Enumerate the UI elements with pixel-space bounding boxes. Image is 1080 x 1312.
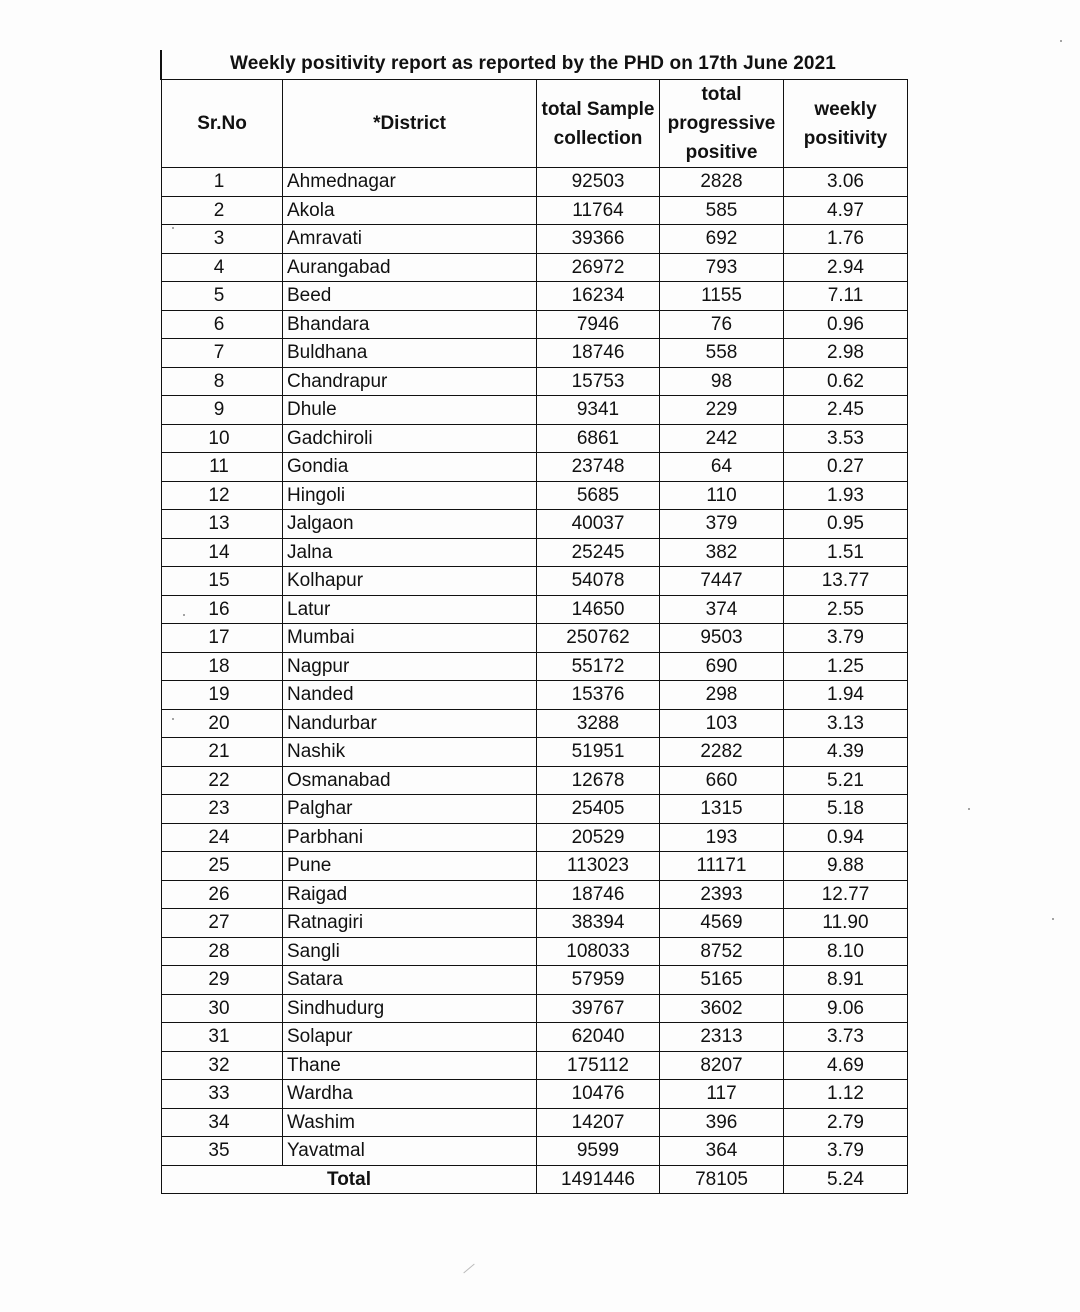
cell-weekly-positivity: 5.21 <box>784 766 908 795</box>
cell-weekly-positivity: 9.06 <box>784 994 908 1023</box>
cell-sr-no: 26 <box>162 880 283 909</box>
cell-weekly-positivity: 8.10 <box>784 937 908 966</box>
cell-total-positive: 2313 <box>660 1023 784 1052</box>
cell-total-samples: 26972 <box>537 253 660 282</box>
cell-total-positive: 76 <box>660 310 784 339</box>
cell-total-samples: 10476 <box>537 1080 660 1109</box>
cell-sr-no: 12 <box>162 481 283 510</box>
table-row <box>162 823 908 852</box>
cell-total-positive: 1155 <box>660 282 784 311</box>
table-row <box>162 367 908 396</box>
header-total-sample-collection <box>537 80 660 168</box>
cell-weekly-positivity: 2.45 <box>784 396 908 425</box>
total-weekly: 5.24 <box>784 1165 908 1193</box>
cell-weekly-positivity: 3.79 <box>784 1137 908 1166</box>
scan-speck <box>183 614 185 616</box>
cell-total-positive: 382 <box>660 538 784 567</box>
table-row <box>162 909 908 938</box>
cell-total-positive: 374 <box>660 595 784 624</box>
cell-district: Jalgaon <box>283 510 537 539</box>
cell-district: Latur <box>283 595 537 624</box>
cell-district: Parbhani <box>283 823 537 852</box>
cell-weekly-positivity: 2.79 <box>784 1108 908 1137</box>
cell-district: Nagpur <box>283 652 537 681</box>
cell-total-positive: 298 <box>660 681 784 710</box>
table-row <box>162 994 908 1023</box>
cell-total-samples: 25245 <box>537 538 660 567</box>
cell-total-positive: 364 <box>660 1137 784 1166</box>
cell-sr-no: 11 <box>162 453 283 482</box>
cell-sr-no: 33 <box>162 1080 283 1109</box>
cell-district: Sangli <box>283 937 537 966</box>
cell-district: Thane <box>283 1051 537 1080</box>
cell-total-positive: 98 <box>660 367 784 396</box>
cell-total-positive: 2282 <box>660 738 784 767</box>
header-weekly-line1: weekly <box>814 98 877 120</box>
cell-total-positive: 4569 <box>660 909 784 938</box>
cell-total-samples: 18746 <box>537 880 660 909</box>
cell-district: Wardha <box>283 1080 537 1109</box>
table-row <box>162 795 908 824</box>
table-row <box>162 168 908 197</box>
cell-district: Amravati <box>283 225 537 254</box>
cell-total-samples: 9341 <box>537 396 660 425</box>
cell-weekly-positivity: 1.94 <box>784 681 908 710</box>
cell-weekly-positivity: 3.53 <box>784 424 908 453</box>
table-row <box>162 937 908 966</box>
cell-district: Nanded <box>283 681 537 710</box>
cell-district: Bhandara <box>283 310 537 339</box>
scan-speck <box>172 227 174 229</box>
table-row <box>162 196 908 225</box>
cell-weekly-positivity: 9.88 <box>784 852 908 881</box>
cell-district: Aurangabad <box>283 253 537 282</box>
cell-sr-no: 22 <box>162 766 283 795</box>
header-samples-line2: collection <box>553 127 643 149</box>
cell-weekly-positivity: 2.94 <box>784 253 908 282</box>
cell-sr-no: 3 <box>162 225 283 254</box>
cell-total-positive: 585 <box>660 196 784 225</box>
cell-sr-no: 2 <box>162 196 283 225</box>
table-row <box>162 852 908 881</box>
cell-weekly-positivity: 3.06 <box>784 168 908 197</box>
table-row <box>162 424 908 453</box>
cell-total-positive: 1315 <box>660 795 784 824</box>
cell-sr-no: 28 <box>162 937 283 966</box>
table-row <box>162 510 908 539</box>
cell-district: Kolhapur <box>283 567 537 596</box>
cell-weekly-positivity: 13.77 <box>784 567 908 596</box>
cell-total-positive: 193 <box>660 823 784 852</box>
table-row <box>162 481 908 510</box>
cell-total-samples: 15753 <box>537 367 660 396</box>
cell-sr-no: 18 <box>162 652 283 681</box>
cell-sr-no: 30 <box>162 994 283 1023</box>
cell-district: Ahmednagar <box>283 168 537 197</box>
cell-total-samples: 15376 <box>537 681 660 710</box>
cell-total-positive: 11171 <box>660 852 784 881</box>
cell-total-samples: 40037 <box>537 510 660 539</box>
cell-weekly-positivity: 4.69 <box>784 1051 908 1080</box>
cell-district: Solapur <box>283 1023 537 1052</box>
cell-sr-no: 17 <box>162 624 283 653</box>
cell-total-positive: 103 <box>660 709 784 738</box>
cell-total-samples: 3288 <box>537 709 660 738</box>
table-row <box>162 1080 908 1109</box>
cell-sr-no: 13 <box>162 510 283 539</box>
cell-total-samples: 54078 <box>537 567 660 596</box>
cell-district: Ratnagiri <box>283 909 537 938</box>
table-row <box>162 1108 908 1137</box>
cell-district: Buldhana <box>283 339 537 368</box>
cell-sr-no: 21 <box>162 738 283 767</box>
total-label: Total <box>162 1165 537 1193</box>
cell-sr-no: 29 <box>162 966 283 995</box>
cell-sr-no: 25 <box>162 852 283 881</box>
table-row <box>162 681 908 710</box>
cell-weekly-positivity: 7.11 <box>784 282 908 311</box>
cell-district: Beed <box>283 282 537 311</box>
table-row <box>162 738 908 767</box>
scan-speck <box>1060 40 1062 42</box>
cell-sr-no: 7 <box>162 339 283 368</box>
cell-total-samples: 14207 <box>537 1108 660 1137</box>
cell-sr-no: 10 <box>162 424 283 453</box>
header-weekly-positivity <box>784 80 908 168</box>
cell-total-samples: 14650 <box>537 595 660 624</box>
cell-weekly-positivity: 4.39 <box>784 738 908 767</box>
cell-sr-no: 20 <box>162 709 283 738</box>
cell-district: Gadchiroli <box>283 424 537 453</box>
cell-sr-no: 19 <box>162 681 283 710</box>
header-district: *District <box>283 80 537 168</box>
cell-total-positive: 2828 <box>660 168 784 197</box>
cell-total-samples: 12678 <box>537 766 660 795</box>
cell-total-positive: 8752 <box>660 937 784 966</box>
cell-sr-no: 24 <box>162 823 283 852</box>
cell-sr-no: 8 <box>162 367 283 396</box>
total-row <box>162 1165 908 1193</box>
table-row <box>162 310 908 339</box>
cell-weekly-positivity: 11.90 <box>784 909 908 938</box>
cell-total-positive: 229 <box>660 396 784 425</box>
table-row <box>162 282 908 311</box>
table-row <box>162 766 908 795</box>
cell-sr-no: 4 <box>162 253 283 282</box>
cell-total-samples: 39767 <box>537 994 660 1023</box>
cell-sr-no: 27 <box>162 909 283 938</box>
cell-weekly-positivity: 1.93 <box>784 481 908 510</box>
cell-district: Chandrapur <box>283 367 537 396</box>
header-row <box>162 80 908 168</box>
cell-sr-no: 5 <box>162 282 283 311</box>
table-body <box>162 168 908 1166</box>
table-row <box>162 595 908 624</box>
cell-total-samples: 6861 <box>537 424 660 453</box>
cell-total-samples: 38394 <box>537 909 660 938</box>
cell-total-positive: 558 <box>660 339 784 368</box>
cell-district: Osmanabad <box>283 766 537 795</box>
header-samples-line1: total Sample <box>541 98 655 120</box>
report-title: Weekly positivity report as reported by the PHD on 17th June 2021 <box>230 53 836 74</box>
cell-total-positive: 793 <box>660 253 784 282</box>
header-positive-line1: total <box>701 84 742 105</box>
cell-total-positive: 64 <box>660 453 784 482</box>
cell-sr-no: 35 <box>162 1137 283 1166</box>
cell-total-samples: 108033 <box>537 937 660 966</box>
cell-total-samples: 51951 <box>537 738 660 767</box>
cell-total-samples: 57959 <box>537 966 660 995</box>
cell-weekly-positivity: 2.55 <box>784 595 908 624</box>
cell-total-positive: 9503 <box>660 624 784 653</box>
table-row <box>162 1023 908 1052</box>
cell-weekly-positivity: 1.25 <box>784 652 908 681</box>
cell-total-positive: 5165 <box>660 966 784 995</box>
cell-total-samples: 11764 <box>537 196 660 225</box>
cell-weekly-positivity: 0.62 <box>784 367 908 396</box>
cell-total-samples: 23748 <box>537 453 660 482</box>
table-row <box>162 339 908 368</box>
cell-weekly-positivity: 3.73 <box>784 1023 908 1052</box>
cell-total-samples: 175112 <box>537 1051 660 1080</box>
cell-weekly-positivity: 1.76 <box>784 225 908 254</box>
table-row <box>162 253 908 282</box>
cell-sr-no: 9 <box>162 396 283 425</box>
table-footer <box>162 1165 908 1193</box>
cell-total-positive: 692 <box>660 225 784 254</box>
cell-weekly-positivity: 5.18 <box>784 795 908 824</box>
cell-sr-no: 14 <box>162 538 283 567</box>
table-row <box>162 453 908 482</box>
cell-total-positive: 7447 <box>660 567 784 596</box>
table-row <box>162 567 908 596</box>
cell-total-positive: 379 <box>660 510 784 539</box>
cell-total-samples: 9599 <box>537 1137 660 1166</box>
cell-district: Hingoli <box>283 481 537 510</box>
scan-speck <box>1052 918 1054 920</box>
table-row <box>162 538 908 567</box>
table-row <box>162 225 908 254</box>
table-row <box>162 1137 908 1166</box>
cell-weekly-positivity: 3.79 <box>784 624 908 653</box>
cell-total-positive: 2393 <box>660 880 784 909</box>
cell-weekly-positivity: 1.51 <box>784 538 908 567</box>
cell-weekly-positivity: 0.96 <box>784 310 908 339</box>
cell-district: Nashik <box>283 738 537 767</box>
cell-weekly-positivity: 4.97 <box>784 196 908 225</box>
cell-weekly-positivity: 2.98 <box>784 339 908 368</box>
cell-district: Dhule <box>283 396 537 425</box>
table-row <box>162 396 908 425</box>
table-row <box>162 880 908 909</box>
cell-district: Pune <box>283 852 537 881</box>
cell-sr-no: 23 <box>162 795 283 824</box>
cell-total-samples: 55172 <box>537 652 660 681</box>
cell-district: Yavatmal <box>283 1137 537 1166</box>
cell-sr-no: 15 <box>162 567 283 596</box>
cell-total-positive: 8207 <box>660 1051 784 1080</box>
cell-weekly-positivity: 3.13 <box>784 709 908 738</box>
table-row <box>162 652 908 681</box>
cell-total-positive: 3602 <box>660 994 784 1023</box>
cell-total-samples: 7946 <box>537 310 660 339</box>
cell-weekly-positivity: 8.91 <box>784 966 908 995</box>
cell-sr-no: 32 <box>162 1051 283 1080</box>
cell-total-positive: 396 <box>660 1108 784 1137</box>
cell-weekly-positivity: 0.27 <box>784 453 908 482</box>
cell-total-samples: 113023 <box>537 852 660 881</box>
cell-total-samples: 39366 <box>537 225 660 254</box>
cell-district: Raigad <box>283 880 537 909</box>
cell-sr-no: 1 <box>162 168 283 197</box>
cell-sr-no: 6 <box>162 310 283 339</box>
cell-total-samples: 5685 <box>537 481 660 510</box>
cell-district: Mumbai <box>283 624 537 653</box>
cell-total-samples: 18746 <box>537 339 660 368</box>
cell-district: Washim <box>283 1108 537 1137</box>
cell-total-samples: 250762 <box>537 624 660 653</box>
total-samples: 1491446 <box>537 1165 660 1193</box>
cell-total-samples: 20529 <box>537 823 660 852</box>
cell-sr-no: 16 <box>162 595 283 624</box>
header-weekly-line2: positivity <box>803 127 888 149</box>
scan-speck <box>968 808 970 810</box>
cell-sr-no: 34 <box>162 1108 283 1137</box>
total-positive: 78105 <box>660 1165 784 1193</box>
table-row <box>162 709 908 738</box>
cell-district: Gondia <box>283 453 537 482</box>
scan-scratch <box>463 1264 474 1274</box>
table-row <box>162 624 908 653</box>
scan-speck <box>172 718 174 720</box>
cell-weekly-positivity: 0.95 <box>784 510 908 539</box>
cell-district: Sindhudurg <box>283 994 537 1023</box>
cell-total-positive: 242 <box>660 424 784 453</box>
cell-district: Jalna <box>283 538 537 567</box>
cell-district: Satara <box>283 966 537 995</box>
cell-total-samples: 25405 <box>537 795 660 824</box>
header-total-progressive-positive <box>660 80 784 168</box>
cell-total-positive: 117 <box>660 1080 784 1109</box>
cell-total-positive: 660 <box>660 766 784 795</box>
cell-weekly-positivity: 0.94 <box>784 823 908 852</box>
table-header <box>162 80 908 168</box>
cell-total-samples: 62040 <box>537 1023 660 1052</box>
cell-district: Akola <box>283 196 537 225</box>
cell-sr-no: 31 <box>162 1023 283 1052</box>
cell-total-samples: 92503 <box>537 168 660 197</box>
cell-weekly-positivity: 12.77 <box>784 880 908 909</box>
cell-total-positive: 110 <box>660 481 784 510</box>
cell-weekly-positivity: 1.12 <box>784 1080 908 1109</box>
positivity-table <box>161 79 908 1194</box>
header-positive-line2: progressive <box>667 113 776 134</box>
table-row <box>162 966 908 995</box>
header-positive-line3: positive <box>685 142 758 163</box>
cell-total-positive: 690 <box>660 652 784 681</box>
cell-district: Nandurbar <box>283 709 537 738</box>
cell-district: Palghar <box>283 795 537 824</box>
cell-total-samples: 16234 <box>537 282 660 311</box>
table-row <box>162 1051 908 1080</box>
header-sr-no: Sr.No <box>162 80 283 168</box>
